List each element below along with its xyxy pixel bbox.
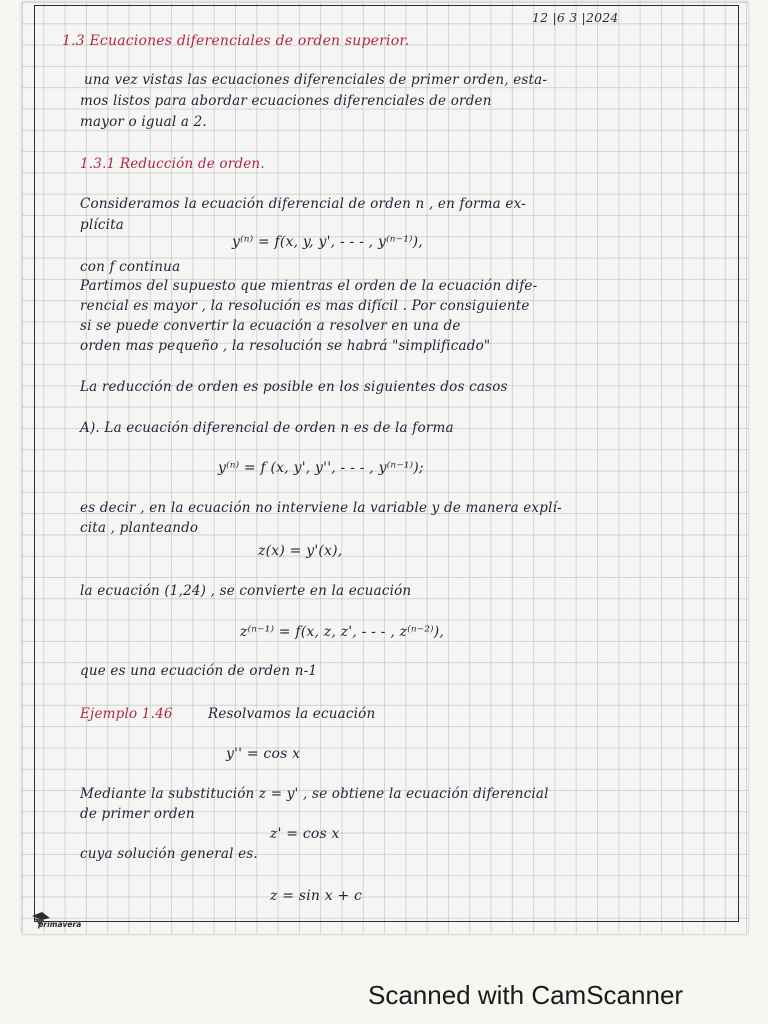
substitution-equation: z(x) = y'(x), [258,543,343,559]
example-equation: y'' = cos x [226,746,301,762]
first-order-equation: z' = cos x [270,826,340,842]
continuity-note: con f continua [80,259,181,275]
example-label: Ejemplo 1.46 [80,706,173,722]
page-date: 12 |6 3 |2024 [532,10,619,25]
case-a-statement: A). La ecuación diferencial de orden n es de la forma [80,420,454,436]
example-via-line-2: de primer orden [80,806,195,822]
assumption-line-3: si se puede convertir la ecuación a resolver en una de [80,318,461,334]
brand-logo-text: primavera [38,920,82,929]
general-solution: z = sin x + c [270,888,363,904]
assumption-line-2: rencial es mayor , la resolución es mas difícil . Por consiguiente [80,298,530,314]
example-statement: Resolvamos la ecuación [208,706,376,722]
section-heading: 1.3 Ecuaciones diferenciales de orden superior. [62,33,410,49]
assumption-line-1: Partimos del supuesto que mientras el orden de la ecuación dife- [80,278,538,294]
considering-line-1: Consideramos la ecuación diferencial de orden n , en forma ex- [80,196,526,212]
conversion-text: la ecuación (1,24) , se convierte en la ecuación [80,583,412,599]
intro-line-2: mos listos para abordar ecuaciones diferenciales de orden [80,93,492,109]
intro-line-3: mayor o igual a 2. [80,114,207,130]
case-a-explanation-1: es decir , en la ecuación no interviene la variable y de manera explí- [80,500,562,516]
case-a-explanation-2: cita , planteando [80,520,199,536]
case-a-equation: y⁽ⁿ⁾ = f (x, y', y'', - - - , y⁽ⁿ⁻¹⁾); [218,460,424,476]
solution-intro: cuya solución general es. [80,846,258,862]
reduced-equation: z⁽ⁿ⁻¹⁾ = f(x, z, z', - - - , z⁽ⁿ⁻²⁾), [240,624,445,640]
intro-line-1: una vez vistas las ecuaciones diferenciales de primer orden, esta- [84,72,548,88]
order-note: que es una ecuación de orden n-1 [80,663,318,679]
subsection-heading: 1.3.1 Reducción de orden. [80,156,265,172]
equation-general: y⁽ⁿ⁾ = f(x, y, y', - - - , y⁽ⁿ⁻¹⁾), [232,234,423,250]
example-via-line-1: Mediante la substitución z = y' , se obtiene la ecuación diferencial [80,786,549,802]
cases-intro: La reducción de orden es posible en los siguientes dos casos [80,379,508,395]
considering-line-2: plícita [80,217,125,233]
assumption-line-4: orden mas pequeño , la resolución se habrá "simplificado" [80,338,491,354]
scanner-watermark: Scanned with CamScanner [368,980,684,1010]
